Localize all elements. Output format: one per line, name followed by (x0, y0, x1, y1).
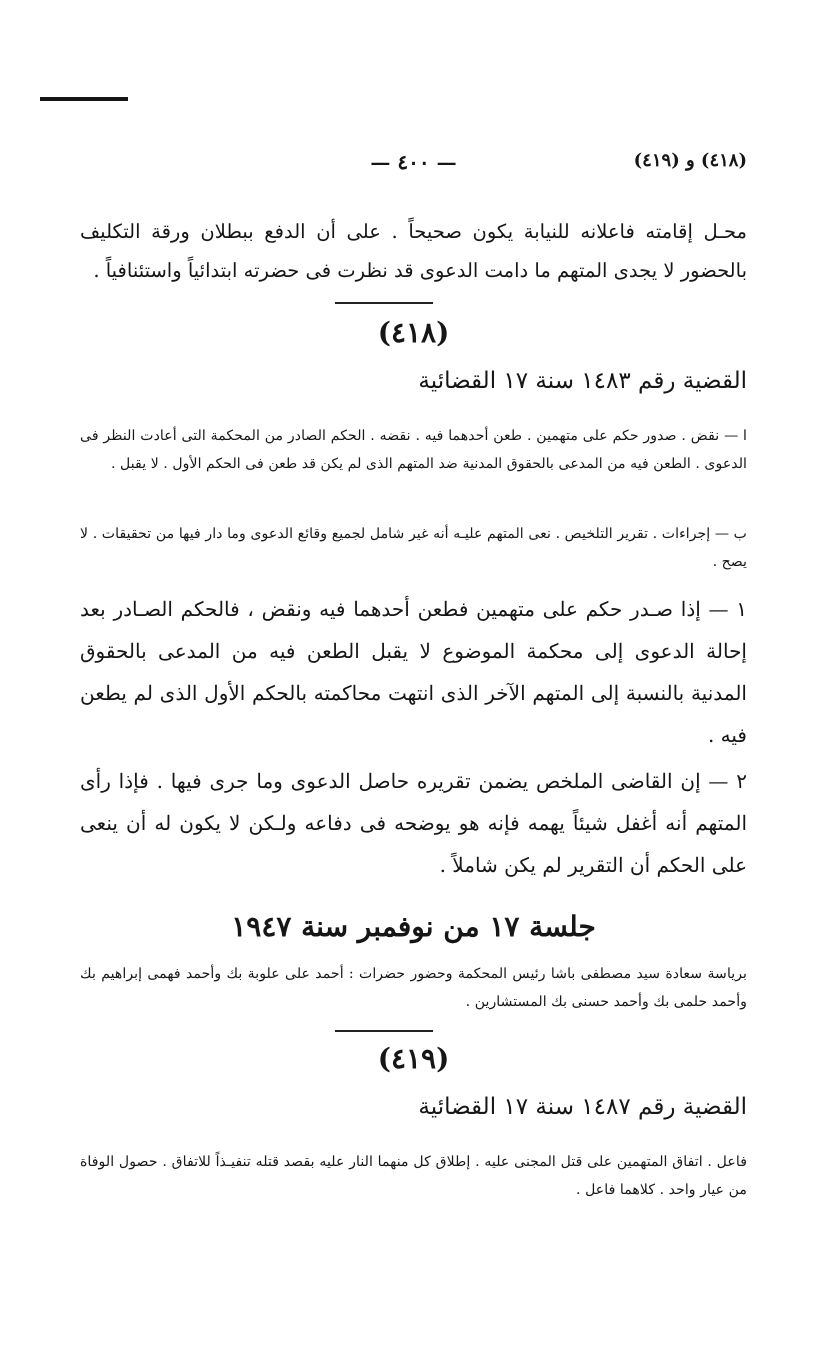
session-title: جلسة ١٧ من نوفمبر سنة ١٩٤٧ (231, 910, 596, 943)
page-number: — ٤٠٠ — (370, 150, 457, 174)
case-title-419: القضية رقم ١٤٨٧ سنة ١٧ القضائية (418, 1094, 747, 1120)
case-419-summary: فاعل . اتفاق المتهمين على قتل المجنى عليه . إطلاق كل منهما النار عليه بقصد قتله تنفيـذاً للاتفاق . حصول الوفاة من عيار واحد . كلاهما فاعل . (80, 1154, 747, 1198)
case-number-419: (٤١٩) (377, 1042, 450, 1075)
separator-rule (335, 302, 433, 304)
session-presidency: برياسة سعادة سيد مصطفى باشا رئيس المحكمة وحضور حضرات : أحمد على علوبة بك وأحمد فهمى إبراهيم بك وأحمد حلمى بك وأحمد حسنى بك المستشارين . (80, 966, 747, 1010)
case-418-holding-1: ١ — إذا صـدر حكم على متهمين فطعن أحدهما فيه ونقض ، فالحكم الصـادر بعد إحالة الدعوى إلى محكمة الموضوع لا يقبل الطعن فيه من المدعى بالحقوق المدنية بالنسبة إلى المتهم الآخر الذى انتهت محاكمته بالحكم الأول الذى لم يطعن فيه . (80, 597, 747, 747)
case-418-summary-a: ا — نقض . صدور حكم على متهمين . طعن أحدهما فيه . نقضه . الحكم الصادر من المحكمة التى أعادت النظر فى الدعوى . الطعن فيه من المدعى بالحقوق المدنية ضد المتهم الذى لم يكن قد طعن فى الحكم الأول . لا يقبل . (80, 428, 747, 472)
case-number-418: (٤١٨) (377, 316, 450, 349)
case-title-418: القضية رقم ١٤٨٣ سنة ١٧ القضائية (418, 368, 747, 394)
intro-paragraph: محـل إقامته فاعلانه للنيابة يكون صحيحاً . على أن الدفع ببطلان ورقة التكليف بالحضور لا يجدى المتهم ما دامت الدعوى قد نظرت فى حضرته ابتدائياً واستئنافياً . (80, 220, 747, 282)
top-rule (40, 97, 128, 101)
separator-rule (335, 1030, 433, 1032)
case-418-holding-2: ٢ — إن القاضى الملخص يضمن تقريره حاصل الدعوى وما جرى فيها . فإذا رأى المتهم أنه أغفل شيئاً يهمه فإنه هو يوضحه فى دفاعه ولـكن لا يكون له أن ينعى على الحكم أن التقرير لم يكن شاملاً . (80, 769, 747, 877)
case-418-summary-b: ب — إجراءات . تقرير التلخيص . نعى المتهم عليـه أنه غير شامل لجميع وقائع الدعوى وما دار فيها من تحقيقات . لا يصح . (80, 526, 747, 570)
case-refs: (٤١٨) و (٤١٩) (633, 150, 747, 171)
page-header (80, 150, 747, 178)
